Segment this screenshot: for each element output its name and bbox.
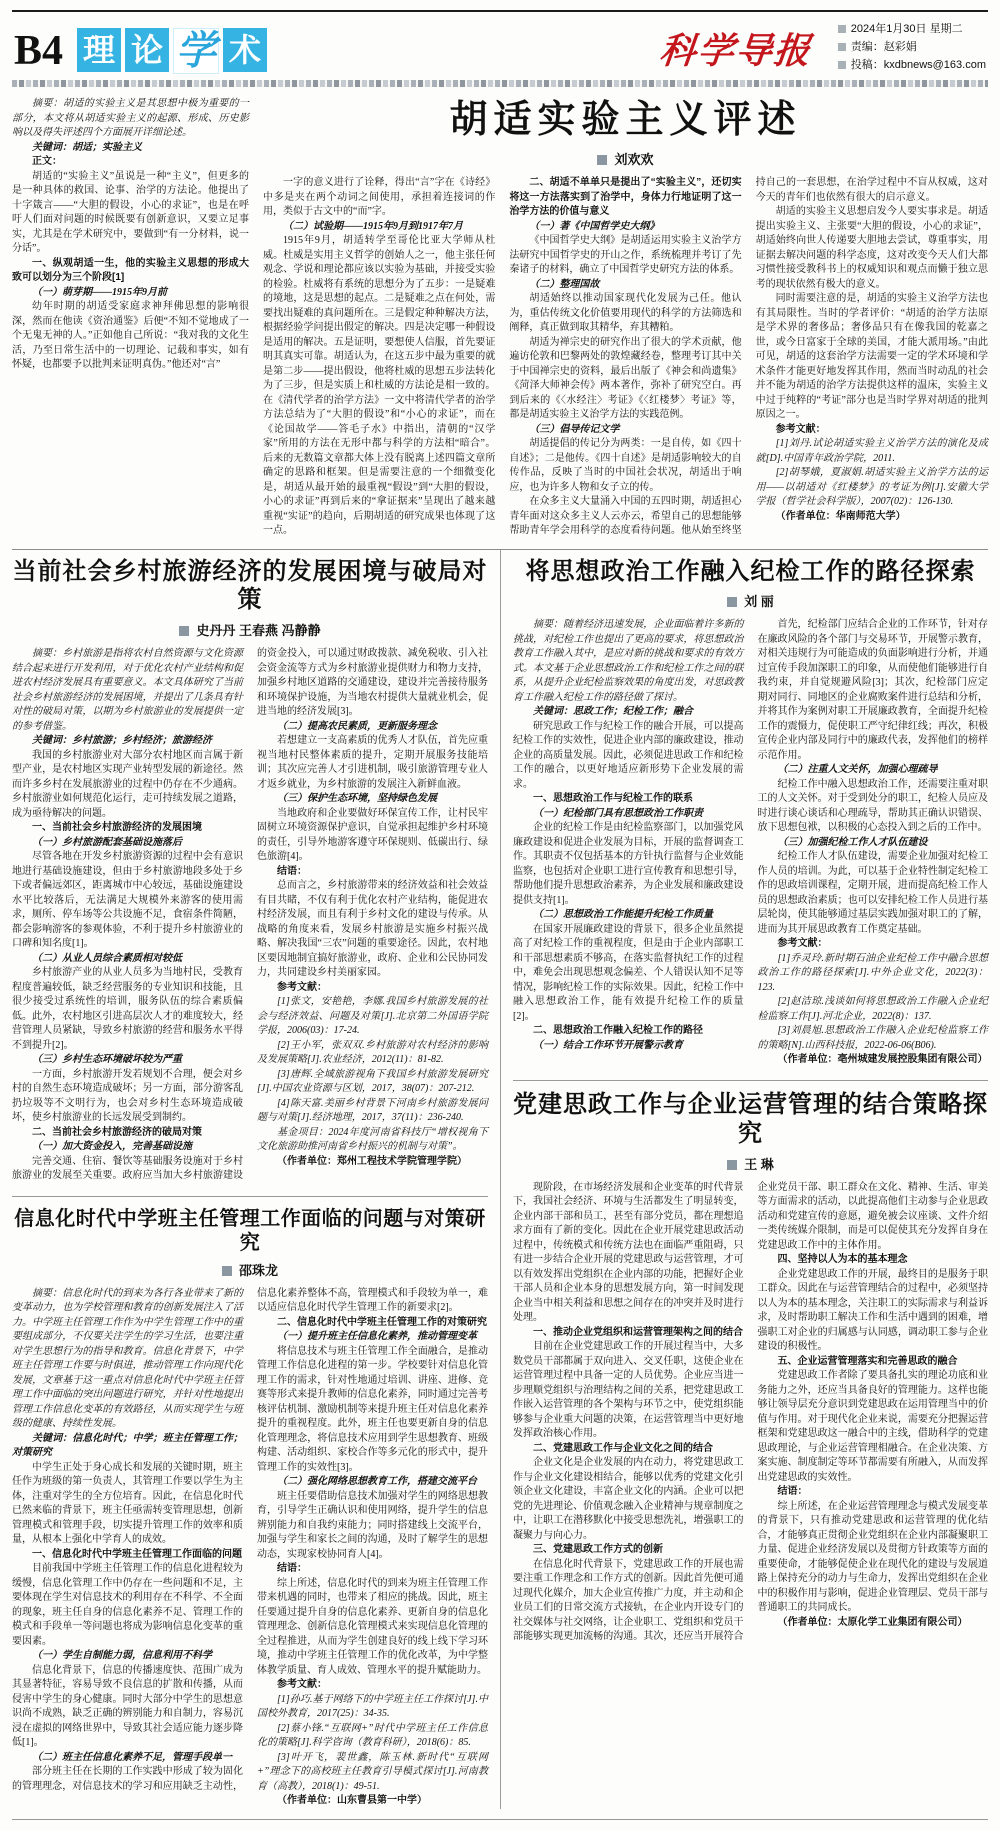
paragraph-abs: 摘要：信息化时代的到来为各行各业带来了新的变革动力，也为学校管理和教育的创新发展注入了活力。中学班主任管理工作作为中学生管理工作中的重要组成部分，不仅要关注学生的学习生活，也要注重对学生思想行为的指导和教育。信息化背景下，中学班主任管理工作要与时俱进，推动管理工作向现代化发展，文章基于这一重点对信息化时代中学班主任管理工作中面临的突出问题进行研究，并针对性地提出管理工作信息化变革的有效路径，从而实现学生与班级的健康、持续性发展。 — [12, 1287, 243, 1430]
paragraph-p: 胡适的“实验主义”虽说是一种“主义”，但更多的是一种具体的救国、论事、治学的方法论。他提出了十字箴言——“大胆的假设，小心的求证”，也是在呼吁人们面对问题的时候既要有创新意识，又要立足事实，尤其是在学术研究中，要做到“有一分材料，说一分话”。 — [12, 170, 249, 255]
paragraph-h2: （三）乡村生态环境破坏较为严重 — [32, 1054, 182, 1066]
article-party-body — [513, 1181, 988, 1645]
paragraph-abs: 摘要：胡适的实验主义是其思想中极为重要的一部分，本文将从胡适实验主义的起源、形成、历史影响以及得失评述四个方面展开详细论述。 — [12, 98, 249, 139]
paragraph-lead: 结语： — [777, 1486, 808, 1497]
paragraph-h1: 二、胡适不单单只是提出了“实验主义”，还切实将这一方法落实到了治学中，身体力行地证明了这一治学方法的价值与意义 — [509, 177, 742, 218]
paragraph-p: 当地政府和企业要做好环保宣传工作，让村民牢固树立环境资源保护意识，自觉承担起维护乡村环境的责任，引导外地游客遵守环保规则、低碳出行、绿色旅游[4]。 — [257, 807, 488, 863]
paragraph-h1: 一、推动企业党组织和运营管理架构之间的结合 — [533, 1326, 743, 1338]
paragraph-h2: （三）保护生态环境，坚持绿色发展 — [277, 793, 437, 805]
article-hushi-title: 胡适实验主义评述 — [449, 99, 802, 142]
paragraph-ref: [2]赵洁琼.浅谈如何将思想政治工作融入企业纪检监察工作[J].河北企业，2022(8)：137. — [757, 996, 988, 1022]
paragraph-refh: 参考文献： — [277, 981, 327, 993]
article-class-teacher — [12, 1196, 488, 1809]
paragraph-h2: （一）结合工作环节开展警示教育 — [533, 1039, 683, 1051]
date-line: 2024年1月30日 星期二 — [850, 23, 963, 35]
paragraph-p: 一字的意义进行了诠释，得出“言”字在《诗经》中多是夹在两个动词之间使用，承担着连接词的作用，类似于古文中的“而”字。 — [263, 177, 496, 218]
paragraph-ref: [2]蔡小锋.“互联网+”时代中学班主任工作信息化的策略[J].科学咨询（教育科研），2018(6)：85. — [257, 1722, 488, 1749]
paragraph-h1: 五、企业运营管理落实和完善思政的融合 — [777, 1355, 958, 1367]
article-party-title: 党建思政工作与企业运营管理的结合策略探究 — [513, 1090, 988, 1147]
paragraph-h2: （二）思想政治工作能提升纪检工作质量 — [533, 909, 713, 921]
paragraph-h2: （二）从业人员综合素质相对较低 — [32, 952, 182, 964]
paragraph-lead: 结语： — [277, 865, 307, 877]
paragraph-p: 企业的纪检工作是由纪检监察部门，以加强党风廉政建设和促进企业发展为目标，开展的监督调查工作。其职责不仅包括基本的方针执行监督与企业效能监察，也包括对企业职工进行宣传教育和思想引导，帮助他们提升思想政治素养，为企业发展和廉政建设提供支持[1]。 — [513, 822, 744, 906]
article-jijian-title: 将思想政治工作融入纪检工作的路径探索 — [525, 557, 976, 585]
paragraph-h2: （二）强化网络思想教育工作，搭建交流平台 — [277, 1476, 477, 1488]
article-hushi-byline: 刘欢欢 — [263, 149, 988, 168]
article-rural-body — [12, 647, 488, 1184]
paragraph-ref: [1]刘丹.试论胡适实验主义治学方法的演化及成就[D].中国青年政治学院，2011. — [755, 438, 988, 464]
article-teacher-title: 信息化时代中学班主任管理工作面临的问题与对策研究 — [14, 1207, 486, 1254]
paragraph-p: 幼年时期的胡适受家庭求神拜佛思想的影响很深，然而在他读《资治通鉴》后便“不知不觉地成了一个无鬼无神的人。”正如他自己所说：“我对我的文化生活，乃至日常生活中的一切理论、记载和事实，如有怀疑，也都要予以批判来证明真伪。”他还对“言” — [12, 301, 249, 371]
byline-square-icon — [179, 626, 189, 636]
paragraph-p: 现阶段，在市场经济发展和企业变革的时代背景下，我国社会经济、环境与生活都发生了明显转变，企业内部干部和员工，甚至有部分党员，都在理想追求方面有了新的变化。因此在企业开展党建思政活动过程中，传统模式和传统方法也在面临严重阻碍，只有进一步结合企业开展的党建思政与运营管理，才可以有效发挥出党组织在企业内部的功能，把握好企业干部人员和企业本身的思想发展方向，第一时间发现企业当中相关利益和思想之间存在的冲突并及时进行处理。 — [513, 1181, 744, 1323]
logo-block: 论 — [125, 28, 169, 72]
paragraph-ref: [4]陈天富.美丽乡村背景下河南乡村旅游发展问题与对策[J].经济地理，2017，37(11)：236-240. — [257, 1097, 488, 1124]
logo-block: 术 — [223, 28, 267, 72]
byline-square-icon — [727, 1160, 737, 1170]
paragraph-p: 在众多主义大量涌入中国的五四时期，胡适担心青年面对这众多主义人云亦云，希望自己的思想能够帮助青年学会用科学的态度看待问题。他从始至终坚持自己的一套思想，在治学过程中不盲从权威，这对今天的青年们也依然有很大的启示意义。 — [509, 177, 988, 537]
paragraph-ref: [1]乔灵玲.新时期石油企业纪检工作中融合思想政治工作的路径探索[J].中外企业文化，2022(3)：123. — [757, 952, 988, 993]
paragraph-p: 在信息化时代背景下，党建思政工作的开展也需要注重工作理念和工作方式的创新。因此首先便可通过现代化媒介，加大企业宣传推广力度，并主动和企业员工们的日常交流方式接轨，在企业内开设专门的社交媒体与社交网络，让企业职工、党组织和党员干部能够实现更加流畅的沟通。其次，还应当开展符合企业党员干部、职工群众在文化、精神、生活、审美等方面需求的活动，以此提高他们主动参与企业思政活动和党建宣传的意愿，避免被会议座谈、文件介绍一类传统媒介限制，而是可以促使其充分发挥自身在党建思政工作中的主体作用。 — [513, 1181, 988, 1642]
paragraph-p: 完善交通、住宿、餐饮等基础服务设施对于乡村旅游业的发展至关重要。政府应当加大乡村旅游建设的资金投入，可以通过财政拨款、减免税收、引入社会资金流等方式为乡村旅游业提供财力和物力支持，加强乡村地区道路的交通建设，建设并完善接待服务和环境保护设施，为当地农村提供大量就业机会，促进当地的经济发展[3]。 — [12, 648, 488, 1182]
edition-label: B4 — [14, 28, 64, 75]
paragraph-h2: （一）纪检部门具有思想政治工作职责 — [533, 807, 703, 819]
paragraph-h1: 四、坚持以人为本的基本理念 — [777, 1254, 908, 1265]
paragraph-kw: 关键词：乡村旅游；乡村经济；旅游经济 — [32, 735, 212, 747]
paragraph-h2: （一）著《中国哲学史大纲》 — [529, 220, 660, 232]
logo-block-calligraphy: 学 — [173, 28, 219, 74]
paragraph-kw: 关键词：信息化时代；中学；班主任管理工作；对策研究 — [12, 1432, 243, 1459]
bullet-square-icon — [838, 43, 846, 51]
article-rural-tourism — [12, 558, 488, 1184]
paragraph-h2: （二）整理国故 — [529, 278, 600, 290]
paragraph-abs: 摘要：随着经济迅速发展，企业面临着许多新的挑战，对纪检工作也提出了更高的要求，将思想政治教育工作融入其中，是应对新的挑战和要求的有效方式。本文基于企业思想政治工作和纪检工作之间的联系，从提升企业纪检监察效果的角度出发，对思政教育工作融入纪检工作的路径做了探讨。 — [513, 619, 744, 703]
paragraph-ref: [2]胡琴娥，夏淑娟.胡适实验主义治学方法的运用——以胡适对《红楼梦》的考证为例[J].安徽大学学报（哲学社会科学版），2007(02)：126-130. — [755, 467, 988, 508]
header-meta — [838, 20, 986, 74]
article-rural-byline: 史丹丹 王春燕 冯静静 — [12, 620, 488, 639]
paragraph-p: 1915年9月，胡适转学至哥伦比亚大学师从杜威。杜威是实用主义哲学的创始人之一，他主张任何观念、学说和理论都应该以实验为基础，并接受实验的检验。杜威将有系统的思想分为了五步：一是疑难的境地，这是思想的起点。二是疑难之点在何处，需要找出疑难的真问题所在。三是假定种种解决方法，根据经验学问提出假定的解决。四是决定哪一种假设是适用的解决。五是证明，要想使人信服，首先要证明其真实可靠。胡适认为，在这五步中最为重要的就是第二步——提出假设，他将杜威的思想五步法转化为了三步，但是实质上和杜威的方法论是相一致的。在《清代学者的治学方法》一文中将清代学者的治学方法总结为了“大胆的假设”和“小心的求证”，而在《论国故学——答毛子水》中指出，清朝的“汉学家”所用的方法在无形中都与科学的方法相“暗合”。后来的无数篇文章都大体上没有脱离上述四篇文章所确定的思路和框架。但是需要注意的一个细微变化是，胡适从最开始的最重视“假设”到“大胆的假设，小心的求证”再到后来的“拿证据来”呈现出了越来越重视“实证”的趋向，后期胡适的研究成果也体现了这一点。 — [263, 235, 496, 537]
paragraph-fund: 基金项目：2024年度河南省科技厅“增权视角下文化旅游助推河南省乡村振兴的机制与对策”。 — [257, 1126, 488, 1153]
paragraph-h2: （二）提高农民素质，更新服务理念 — [277, 720, 437, 732]
paragraph-h2: （三）倡导传记文学 — [529, 423, 620, 435]
section-logo — [77, 28, 267, 74]
bullet-square-icon — [838, 25, 846, 33]
paragraph-ref: [1]孙巧.基于网络下的中学班主任工作探讨[J].中国校外教育，2017(25)：34-35. — [257, 1693, 488, 1720]
paragraph-p: 若想建立一支高素质的优秀人才队伍，首先应重视当地村民整体素质的提升，定期开展服务技能培训；其次应完善人才引进机制，吸引旅游管理专业人才返乡就业，为乡村旅游的发展注入新鲜血液。 — [257, 735, 488, 790]
right-half — [500, 550, 988, 1809]
article-discipline-inspection — [513, 558, 988, 1068]
paragraph-abs: 摘要：乡村旅游是指将农村自然资源与文化资源结合起来进行开发利用，对于优化农村产业结构和促进农村经济发展具有重要意义。本文具体研究了当前社会乡村旅游经济的发展困境，并提出了几条具有针对性的破局对策，以期为乡村旅游业的发展提供一定的参考借鉴。 — [12, 648, 243, 732]
paragraph-h2: （一）萌芽期——1915年9月前 — [32, 286, 167, 298]
article-hushi-first-column — [12, 97, 249, 538]
paragraph-end: （作者单位：亳州城建发展控股集团有限公司） — [777, 1054, 988, 1066]
editor-line: 责编：赵彩娟 — [850, 41, 917, 54]
bottom-rule — [12, 1819, 988, 1820]
paragraph-h2: （一）学生自制能力弱，信息利用不科学 — [32, 1650, 212, 1662]
paragraph-p: 综上所述，信息化时代的到来为班主任管理工作带来机遇的同时，也带来了相应的挑战。因此，班主任要通过提升自身的信息化素养、更新自身的信息化管理理念、创新信息化管理模式来实现信息化管理的全过程推进，从而为学生创建良好的线上线下学习环境，推动中学班主任管理工作的优化改革，为中学整体教学质量、育人成效、管理水平的提升赋能助力。 — [257, 1577, 488, 1676]
article-rural-title: 当前社会乡村旅游经济的发展困境与破局对策 — [12, 557, 488, 614]
paragraph-p: 企业党建思政工作的开展，最终目的是服务于职工群众。因此在与运营管理结合的过程中，必须坚持以人为本的基本理念，关注职工的实际需求与利益诉求，及时帮助职工解决工作和生活中遇到的困难，增强职工对企业的归属感与认同感，调动职工参与企业建设的积极性。 — [757, 1268, 988, 1352]
decorative-mosaic-strip — [12, 80, 988, 87]
paragraph-p: 胡适为禅宗史的研究作出了很大的学术贡献，他遍访伦敦和巴黎两处的敦煌藏经卷，整理考订其中关于中国禅宗史的资料，最后出版了《神会和尚遗集》《菏泽大师神会传》两本著作，弥补了研究空白。再到后来的《〈水经注〉考证》《〈红楼梦〉考证》等，都是胡适实验主义治学方法的实践范例。 — [509, 336, 742, 421]
left-half — [12, 550, 500, 1809]
page-header — [12, 10, 988, 87]
submission-email-line: 投稿：kxdbnews@163.com — [850, 59, 986, 72]
byline-square-icon — [727, 597, 737, 607]
byline-square-icon — [222, 1266, 232, 1276]
article-hushi-body — [263, 176, 988, 539]
paragraph-p: 一方面，乡村旅游开发若规划不合理，便会对乡村的自然生态环境造成破坏；另一方面，部分游客乱扔垃圾等不文明行为，也会对乡村生态环境造成破坏，使乡村旅游业的长远发展受到制约。 — [12, 1068, 243, 1124]
article-party-byline: 王 琳 — [513, 1154, 988, 1173]
paragraph-h1: 一、纵观胡适一生，他的实验主义思想的形成大致可以划分为三个阶段[1] — [12, 257, 249, 284]
paragraph-p: 我国的乡村旅游业对大部分农村地区而言属于新型产业，是农村地区实现产业转型发展的新途径。然而许多乡村在发展旅游业的过程中仍存在不少通病。乡村旅游业如何规范化运行，走可持续发展之道路，成为亟待解决的问题。 — [12, 749, 243, 819]
paragraph-p: 同时需要注意的是，胡适的实验主义治学方法也有其局限性。当时的学者评价：“胡适的治学方法原是学术界的奢侈品；奢侈品只有在像我国的乾嘉之世，或今日富家于全球的美国，才能大派用场。”由此可见，胡适的这套治学方法需要一定的学术环境和学术条件才能更好地发挥其作用，然而当时动乱的社会并不能为胡适的治学方法提供这样的温床，实验主义中过于纯粹的“考证”部分也是当时学界对胡适的批判原因之一。 — [755, 293, 988, 421]
paragraph-end: （作者单位：山东曹县第一中学） — [277, 1795, 427, 1807]
paragraph-h2: （一）加大资金投入，完善基础设施 — [32, 1141, 192, 1153]
paragraph-end: （作者单位：郑州工程技术学院管理学院） — [277, 1155, 467, 1167]
paragraph-ref: [3]叶开飞，裴世鑫，陈玉林.新时代“互联网+”理念下的高校班主任教育引导模式探讨[J].河南教育（高教），2018(1)：49-51. — [257, 1751, 488, 1792]
article-jijian-body — [513, 618, 988, 1068]
paragraph-h1: 二、思想政治工作融入纪检工作的路径 — [533, 1025, 703, 1037]
byline-square-icon — [597, 155, 607, 165]
paragraph-p: 综上所述，在企业运营管理理念与模式发展变革的背景下，只有推动党建思政和运营管理的优化结合，才能够真正贯彻企业党组织在企业内部凝聚职工力量、促进企业经济发展以及贯彻方针政策等方面的重要使命，才能够促使企业在现代化的建设与发展道路上保持充分的动力与生命力，发挥出党组织在企业中的积极作用与影响，促进企业管理层、党员干部与普通职工的共同成长。 — [757, 1500, 988, 1613]
paragraph-lead: 正文： — [32, 156, 62, 168]
paragraph-p: 目前在企业党建思政工作的开展过程当中，大多数党员干部都属于双向进入、交叉任职，这使企业在运营管理过程中具备一定的人员优势。企业应当进一步理顺党组织与治理结构之间的关系，把党建思政工作嵌入运营管理的各个架构与环节之中，使党组织能够参与企业重大问题的决策，在运营管理当中更好地发挥政治核心作用。 — [513, 1341, 744, 1439]
paragraph-h1: 一、思想政治工作与纪检工作的联系 — [533, 793, 693, 805]
paragraph-ref: [3]刘晨旭.思想政治工作融入企业纪检监察工作的策略[N].山西科技报，2022-06-06(B06). — [757, 1025, 988, 1051]
paragraph-h1: 三、党建思政工作方式的创新 — [533, 1544, 663, 1555]
paragraph-p: 在国家开展廉政建设的背景下，很多企业虽然提高了对纪检工作的重视程度，但是由于企业内部职工和干部思想素质不够高，在落实监督执纪工作的过程中，难免会出现思想观念偏差、个人错误认知不足等情况，影响纪检工作的实际效果。因此，纪检工作中融入思想政治工作，能有效提升纪检工作的质量[2]。 — [513, 923, 744, 1022]
paragraph-h1: 二、信息化时代中学班主任管理工作的对策研究 — [277, 1316, 487, 1328]
article-party-building — [513, 1080, 988, 1645]
paragraph-p: 研究思政工作与纪检工作的融合开展，可以提高纪检工作的实效性，促进企业内部的廉政建设，推动企业的高质量发展。因此，必须促进思政工作和纪检工作的融合，以更好地适应新形势下企业发展的需求。 — [513, 720, 744, 790]
paragraph-refh: 参考文献： — [775, 423, 826, 435]
paragraph-refh: 参考文献： — [777, 938, 828, 950]
top-rule — [12, 10, 988, 12]
paragraph-p: 胡适提倡的传记分为两类：一是自传，如《四十自述》；二是他传。《四十自述》是胡适影响较大的自传作品，反映了当时的中国社会状况，胡适出于响应，也为许多人物和女子立的传。 — [509, 438, 742, 493]
paragraph-h2: （一）提升班主任信息化素养，推动管理变革 — [277, 1331, 477, 1343]
logo-block: 理 — [77, 28, 121, 72]
paragraph-p: 部分班主任在长期的工作实践中形成了较为固化的管理理念，对信息技术的学习和应用缺乏主动性，信息化素养整体不高，管理模式和手段较为单一，难以适应信息化时代学生管理工作的新要求[2]。 — [12, 1287, 488, 1792]
paragraph-p: 总而言之，乡村旅游带来的经济效益和社会效益有目共睹，不仅有利于优化农村产业结构，能促进农村经济发展，而且有利于乡村文化的建设与传承。从战略的角度来看，发展乡村旅游是实施乡村振兴战略、解决我国“三农”问题的重要途径。因此，农村地区要因地制宜搞好旅游业，政府、企业和公民协同发力，共同建设乡村美丽家园。 — [257, 880, 488, 979]
paragraph-h2: （二）班主任信息化素养不足，管理手段单一 — [32, 1751, 232, 1763]
paragraph-h1: 一、信息化时代中学班主任管理工作面临的问题 — [32, 1548, 242, 1560]
paragraph-p: 将信息技术与班主任管理工作全面融合，是推动管理工作信息化进程的第一步。学校要针对信息化管理工作的需求，针对性地通过培训、讲座、进修、竞赛等形式来提升教师的信息化素养，同时通过完善考核评估机制、激励机制等来提升班主任对信息化素养提升的重视程度。此外，班主任也要更新自身的信息化管理理念，将信息技术应用到学生思想教育、班级构建、活动组织、家校合作等多元化的形式中，提升管理工作的实效性[3]。 — [257, 1345, 488, 1473]
article-hushi — [12, 95, 988, 549]
masthead: 科学导报 — [657, 31, 814, 72]
paragraph-lead: 结语： — [277, 1563, 307, 1575]
paragraph-h2: （二）注重人文关怀，加强心理疏导 — [777, 764, 938, 776]
paragraph-p: 乡村旅游产业的从业人员多为当地村民，受教育程度普遍较低，缺乏经营服务的专业知识和技能，且很少接受过系统性的培训，服务队伍的综合素质偏低。此外，农村地区引进高层次人才的难度较大，经营管理人员紧缺，导致乡村旅游的经营和服务水平得不到提升[2]。 — [12, 967, 243, 1051]
article-jijian-byline: 刘 丽 — [513, 591, 988, 610]
paragraph-end: （作者单位：华南师范大学） — [775, 510, 906, 522]
article-teacher-byline: 邵珠龙 — [12, 1260, 488, 1279]
paragraph-p: 胡适的实验主义思想启发今人要实事求是。胡适提出实验主义、主张要“大胆的假设，小心的求证”，胡适始终向世人传递要大胆地去尝试，尊重事实，用证据去解决问题的科学态度，这对改变今天人们大都习惯性接受教科书上的权威知识和观点而懒于独立思考的现状依然有极大的意义。 — [755, 206, 988, 290]
paragraph-p: 中学生正处于身心成长和发展的关键时期，班主任作为班级的第一负责人，其管理工作要以学生为主体，注重对学生的全方位培育。因此，在信息化时代已然来临的背景下，班主任亟需转变管理思想，创新管理模式和管理手段，切实提升管理工作的效率和质量，从根本上强化中学育人的成效。 — [12, 1461, 243, 1546]
article-teacher-body — [12, 1287, 488, 1809]
paragraph-end: （作者单位：太原化学工业集团有限公司） — [777, 1616, 968, 1628]
paragraph-p: 纪检工作人才队伍建设，需要企业加强对纪检工作人员的培训。为此，可以基于企业特性制定纪检工作的思政培训课程，定期开展，进而提高纪检工作人员的思想政治素质；也可以安排纪检工作人员进行基层轮岗，使其能够通过基层实践加强对职工的了解，进而为其开展思政教育工作奠定基础。 — [757, 851, 988, 935]
paragraph-p: 信息化背景下，信息的传播速度快、范围广成为其显著特征，容易导致不良信息的扩散和传播，从而侵害中学生的身心健康。同时大部分中学生的思想意识尚不成熟，缺乏正确的辨别能力和自制力，容易沉浸在虚拟的网络世界中，导致其社会适应能力逐步降低[1]。 — [12, 1664, 243, 1749]
paragraph-p: 班主任要借助信息技术加强对学生的网络思想教育，引导学生正确认识和使用网络，提升学生的信息辨别能力和自我约束能力；同时搭建线上交流平台，加强与学生和家长之间的沟通，及时了解学生的思想动态，实现家校协同育人[4]。 — [257, 1490, 488, 1560]
paragraph-refh: 参考文献： — [277, 1679, 327, 1691]
paragraph-p: 胡适始终以推动国家现代化发展为己任。他认为，重估传统文化价值要用现代的科学的方法筛选和阐释，真正做到取其精华，弃其糟粕。 — [509, 293, 742, 334]
bullet-square-icon — [838, 61, 846, 69]
paragraph-p: 尽管各地在开发乡村旅游资源的过程中会有意识地进行基础设施建设，但由于乡村旅游地段多处于乡下或者偏远郊区，距离城市中心较远，基础设施建设水平比较落后，无法满足大规模外来游客的使用需求，厕所、停车场等公共设施不足，食宿条件简陋，都会影响游客的参观体验，不利于提升乡村旅游业的口碑和知名度[1]。 — [12, 851, 243, 950]
paragraph-kw: 关键词：胡适；实验主义 — [32, 141, 142, 153]
paragraph-ref: [2]王小军，张双双.乡村旅游对农村经济的影响及发展策略[J].农业经济，2012(11)：81-82. — [257, 1039, 488, 1066]
paragraph-h1: 二、当前社会乡村旅游经济的破局对策 — [32, 1126, 202, 1138]
paragraph-h2: （一）乡村旅游配套基础设施落后 — [32, 836, 182, 848]
paragraph-ref: [3]唐辉.全域旅游视角下我国乡村旅游发展研究[J].中国农业资源与区划，2017，38(07)：207-212. — [257, 1068, 488, 1095]
paragraph-kw: 关键词：思政工作；纪检工作；融合 — [533, 706, 693, 718]
paragraph-h2: （二）试验期——1915年9月到1917年7月 — [283, 220, 463, 232]
paragraph-p: 首先，纪检部门应结合企业的工作环节，针对存在廉政风险的各个部门与交易环节，开展警示教育，对相关违规行为可能造成的负面影响进行分析，并通过宣传手段加深职工的印象，从而使他们能够进行自我约束，并自觉规避风险[3]；其次，纪检部门应定期对同行、同地区的企业腐败案件进行总结和分析，并将其作为案例对职工开展廉政教育，全面提升纪检工作的震慑力，促使职工严守纪律红线；再次，积极宣传企业内部及同行中的廉政代表，发挥他们的榜样示范作用。 — [757, 619, 988, 761]
paragraph-h1: 一、当前社会乡村旅游经济的发展困境 — [32, 822, 202, 834]
paragraph-p: 企业文化是企业发展的内在动力，将党建思政工作与企业文化建设相结合，能够以优秀的党建文化引领企业文化建设，丰富企业文化的内涵。企业可以把党的先进理论、价值观念融入企业精神与规章制度之中，让职工在潜移默化中接受思想洗礼，增强职工的凝聚力与向心力。 — [513, 1457, 744, 1541]
paragraph-h1: 二、党建思政工作与企业文化之间的结合 — [533, 1442, 713, 1454]
paragraph-ref: [1]张文，安艳艳，李娜.我国乡村旅游发展的社会与经济效益、问题及对策[J].北京第二外国语学院学报，2006(03)：17-24. — [257, 996, 488, 1037]
paragraph-p: 纪检工作中融入思想政治工作，还需要注重对职工的人文关怀。对于受到处分的职工，纪检人员应及时进行谈心谈话和心理疏导，帮助其正确认识错误、放下思想包袱，以积极的心态投入到之后的工作中。 — [757, 778, 988, 834]
paragraph-p: 《中国哲学史大纲》是胡适运用实验主义治学方法研究中国哲学史的开山之作，系统梳理并考订了先秦诸子的材料，确立了中国哲学史研究方法的体系。 — [509, 235, 742, 276]
lower-sections — [12, 550, 988, 1809]
paragraph-h2: （三）加强纪检工作人才队伍建设 — [777, 836, 928, 848]
paragraph-p: 党建思政工作者除了要具备扎实的理论功底和业务能力之外，还应当具备良好的管理能力。这样也能够让领导层充分意识到党建思政在运用管理当中的价值与作用。对于现代化企业来说，需要充分把握运营框架和党建思政这一融合中的主线，借助科学的党建思政理论，与企业运营管理相融合。在企业决策、方案实施、制度制定等环节都需要有所融入，从而发挥出党建思政的实效性。 — [757, 1370, 988, 1483]
paragraph-p: 目前我国中学班主任管理工作的信息化进程较为缓慢，信息化管理工作中仍存在一些问题和不足，主要体现在学生对信息技术的利用存在不科学、不全面的现象，班主任自身的信息化素养不足、管理工作的模式和手段单一等问题也将成为影响信息化变革的重要因素。 — [12, 1563, 243, 1647]
